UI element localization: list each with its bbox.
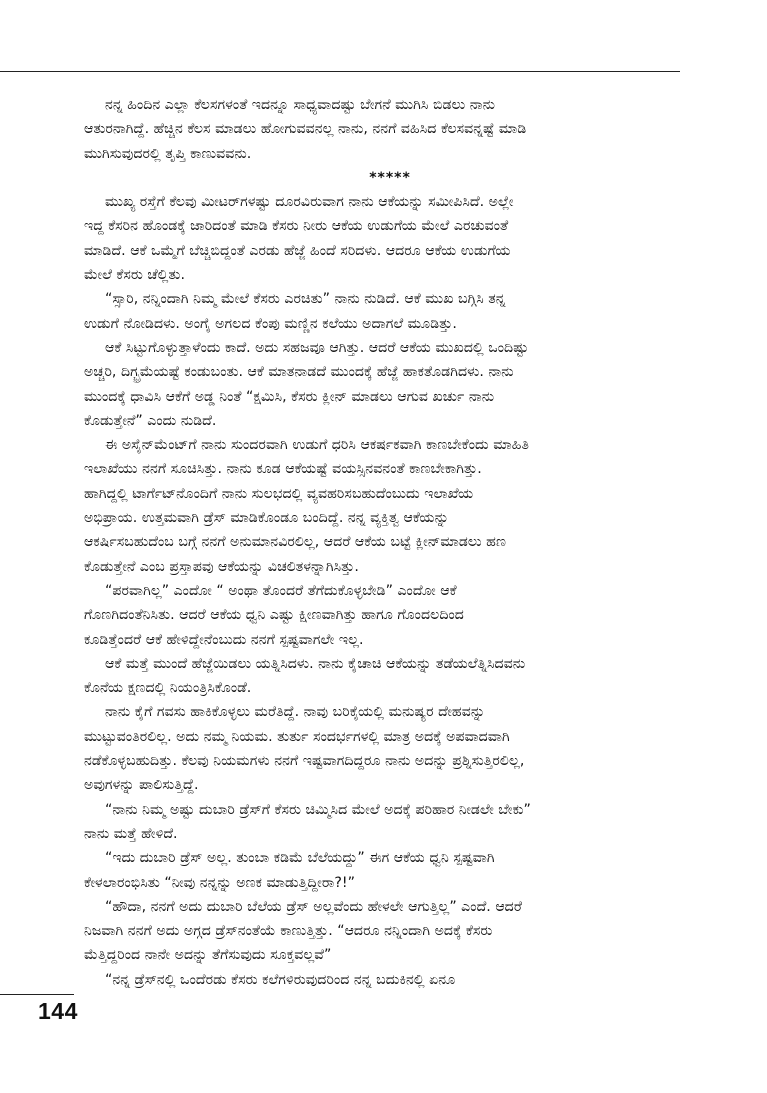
bottom-rule xyxy=(0,994,74,995)
text-line: ಇದ್ದ ಕೆಸರಿನ ಹೊಂಡಕ್ಕೆ ಜಾರಿದಂತೆ ಮಾಡಿ ಕೆಸರು ನೀರು ಆಕೆಯ ಉಡುಗೆಯ ಮೇಲೆ ಎರಚುವಂತೆ xyxy=(84,218,509,235)
text-line: “ಇದು ದುಬಾರಿ ಡ್ರೆಸ್ ಅಲ್ಲ. ತುಂಬಾ ಕಡಿಮೆ ಬೆಲೆಯದ್ದು” ಈಗ ಆಕೆಯ ಧ್ವನಿ ಸ್ಪಷ್ಟವಾಗಿ xyxy=(105,850,495,867)
text-line: ಕೇಳಲಾರಂಭಿಸಿತು “ನೀವು ನನ್ನನ್ನು ಅಣಕ ಮಾಡುತ್ತಿದ್ದೀರಾ?!” xyxy=(84,874,355,891)
text-line: ಆಕೆ ಮತ್ತೆ ಮುಂದೆ ಹೆಜ್ಜೆಯಿಡಲು ಯತ್ನಿಸಿದಳು. ನಾನು ಕೈಚಾಚಿ ಆಕೆಯನ್ನು ತಡೆಯಲೆತ್ನಿಸಿದವನು xyxy=(105,655,526,672)
text-line: ಅವುಗಳನ್ನು ಪಾಲಿಸುತ್ತಿದ್ದೆ. xyxy=(84,777,199,794)
text-line: ಆತುರನಾಗಿದ್ದೆ. ಹೆಚ್ಚಿನ ಕೆಲಸ ಮಾಡಲು ಹೋಗುವವನಲ್ಲ ನಾನು, ನನಗೆ ವಹಿಸಿದ ಕೆಲಸವನ್ನಷ್ಟೆ ಮಾಡಿ xyxy=(84,121,527,138)
text-line: “ಪರವಾಗಿಲ್ಲ” ಎಂದೋ “ ಅಂಥಾ ತೊಂದರೆ ತೆಗೆದುಕೊಳ್ಳಬೇಡಿ” ಎಂದೋ ಆಕೆ xyxy=(105,582,457,599)
text-line: ಮಾಡಿದೆ. ಆಕೆ ಒಮ್ಮೆಗೆ ಬೆಚ್ಚಿಬಿದ್ದಂತೆ ಎರಡು ಹೆಜ್ಜೆ ಹಿಂದೆ ಸರಿದಳು. ಆದರೂ ಆಕೆಯ ಉಡುಗೆಯ xyxy=(84,242,511,259)
text-line: ಮುಖ್ಯ ರಸ್ತೆಗೆ ಕೆಲವು ಮೀಟರ್‌ಗಳಷ್ಟು ದೂರವಿರುವಾಗ ನಾನು ಆಕೆಯನ್ನು ಸಮೀಪಿಸಿದೆ. ಅಲ್ಲೇ xyxy=(105,194,514,211)
text-line: ಕೊಡುತ್ತೇನೆ ಎಂಬ ಪ್ರಸ್ತಾಪವು ಆಕೆಯನ್ನು ವಿಚಲಿತಳನ್ನಾಗಿಸಿತ್ತು. xyxy=(84,558,359,575)
text-line: ಮೇಲೆ ಕೆಸರು ಚೆಲ್ಲಿತು. xyxy=(84,267,185,284)
text-line: ಮುಟ್ಟುವಂತಿರಲಿಲ್ಲ. ಅದು ನಮ್ಮ ನಿಯಮ. ತುರ್ತು ಸಂದರ್ಭಗಳಲ್ಲಿ ಮಾತ್ರ ಅದಕ್ಕೆ ಅಪವಾದವಾಗಿ xyxy=(84,728,510,745)
text-line: ನಾನು ಕೈಗೆ ಗವಸು ಹಾಕಿಕೊಳ್ಳಲು ಮರೆತಿದ್ದೆ. ನಾವು ಬರಿಕೈಯಲ್ಲಿ ಮನುಷ್ಯರ ದೇಹವನ್ನು xyxy=(105,704,486,721)
text-line: “ಹೌದಾ, ನನಗೆ ಅದು ದುಬಾರಿ ಬೆಲೆಯ ಡ್ರೆಸ್ ಅಲ್ಲವೆಂದು ಹೇಳಲೇ ಆಗುತ್ತಿಲ್ಲ” ಎಂದೆ. ಆದರೆ xyxy=(105,898,522,915)
text-line: “ನನ್ನ ಡ್ರೆಸ್‌ನಲ್ಲಿ ಒಂದೆರಡು ಕೆಸರು ಕಲೆಗಳಿರುವುದರಿಂದ ನನ್ನ ಬದುಕಿನಲ್ಲಿ ಏನೂ xyxy=(105,971,456,988)
section-separator: ***** xyxy=(369,169,411,186)
text-line: ನಡೆಕೊಳ್ಳಬಹುದಿತ್ತು. ಕೆಲವು ನಿಯಮಗಳು ನನಗೆ ಇಷ್ಟವಾಗದಿದ್ದರೂ ನಾನು ಅದನ್ನು ಪ್ರಶ್ನಿಸುತ್ತಿರಲಿಲ್ಲ, xyxy=(84,753,525,770)
text-line: ಹಾಗಿದ್ದಲ್ಲಿ ಟಾರ್ಗೆಟ್‌ನೊಂದಿಗೆ ನಾನು ಸುಲಭದಲ್ಲಿ ವ್ಯವಹರಿಸಬಹುದೆಂಬುದು ಇಲಾಖೆಯ xyxy=(84,485,474,502)
text-line: ನಿಜವಾಗಿ ನನಗೆ ಅದು ಅಗ್ಗದ ಡ್ರೆಸ್‌ನಂತೆಯೆ ಕಾಣುತ್ತಿತ್ತು. “ಆದರೂ ನನ್ನಿಂದಾಗಿ ಅದಕ್ಕೆ ಕೆಸರು xyxy=(84,923,493,940)
top-rule xyxy=(0,71,680,72)
text-line: ಕೂಡಿತ್ತೆಂದರೆ ಆಕೆ ಹೇಳಿದ್ದೇನೆಂಬುದು ನನಗೆ ಸ್ಪಷ್ಟವಾಗಲೇ ಇಲ್ಲ. xyxy=(84,631,364,648)
page-number: 144 xyxy=(38,998,78,1024)
text-line: ಮುಗಿಸುವುದರಲ್ಲಿ ತೃಪ್ತಿ ಕಾಣುವವನು. xyxy=(84,145,252,162)
text-line: ಆಕೆ ಸಿಟ್ಟುಗೊಳ್ಳುತ್ತಾಳೆಂದು ಕಾದೆ. ಅದು ಸಹಜವೂ ಆಗಿತ್ತು. ಆದರೆ ಆಕೆಯ ಮುಖದಲ್ಲಿ ಒಂದಿಷ್ಟು xyxy=(105,339,529,356)
text-line: ಕೊನೆಯ ಕ್ಷಣದಲ್ಲಿ ನಿಯಂತ್ರಿಸಿಕೊಂಡೆ. xyxy=(84,680,252,697)
text-line: ಕೊಡುತ್ತೇನೆ” ಎಂದು ನುಡಿದೆ. xyxy=(84,412,217,429)
text-line: ಇಲಾಖೆಯು ನನಗೆ ಸೂಚಿಸಿತ್ತು. ನಾನು ಕೂಡ ಆಕೆಯಷ್ಟೆ ವಯಸ್ಸಿನವನಂತೆ ಕಾಣಬೇಕಾಗಿತ್ತು. xyxy=(84,461,482,478)
text-line: ಉಡುಗೆ ನೋಡಿದಳು. ಅಂಗೈ ಅಗಲದ ಕೆಂಪು ಮಣ್ಣಿನ ಕಲೆಯು ಅದಾಗಲೆ ಮೂಡಿತ್ತು. xyxy=(84,315,457,332)
text-line: ಅಚ್ಚರಿ, ದಿಗ್ಭ್ರಮೆಯಷ್ಟೆ ಕಂಡುಬಂತು. ಆಕೆ ಮಾತನಾಡದೆ ಮುಂದಕ್ಕೆ ಹೆಜ್ಜೆ ಹಾಕತೊಡಗಿದಳು. ನಾನು xyxy=(84,364,514,381)
text-line: ನಾನು ಮತ್ತೆ ಹೇಳಿದೆ. xyxy=(84,825,178,842)
text-line: “ನಾನು ನಿಮ್ಮ ಅಷ್ಟು ದುಬಾರಿ ಡ್ರೆಸ್‌ಗೆ ಕೆಸರು ಚಿಮ್ಮಿಸಿದ ಮೇಲೆ ಅದಕ್ಕೆ ಪರಿಹಾರ ನೀಡಲೇ ಬೇಕು” xyxy=(105,801,531,818)
text-line: ಈ ಅಸೈನ್‌ಮೆಂಟ್‌ಗೆ ನಾನು ಸುಂದರವಾಗಿ ಉಡುಗೆ ಧರಿಸಿ ಆಕರ್ಷಕವಾಗಿ ಕಾಣಬೇಕೆಂದು ಮಾಹಿತಿ xyxy=(105,437,529,454)
text-line: “ಸ್ಸಾರಿ, ನನ್ನಿಂದಾಗಿ ನಿಮ್ಮ ಮೇಲೆ ಕೆಸರು ಎರಚಿತು” ನಾನು ನುಡಿದೆ. ಆಕೆ ಮುಖ ಬಗ್ಗಿಸಿ ತನ್ನ xyxy=(105,291,506,308)
text-line: ಆಕರ್ಷಿಸಬಹುದೆಂಬ ಬಗ್ಗೆ ನನಗೆ ಅನುಮಾನವಿರಲಿಲ್ಲ, ಆದರೆ ಆಕೆಯ ಬಟ್ಟೆ ಕ್ಲೀನ್‌ಮಾಡಲು ಹಣ xyxy=(84,534,507,551)
page-body xyxy=(84,93,676,992)
text-line: ಅಭಿಪ್ರಾಯ. ಉತ್ತಮವಾಗಿ ಡ್ರೆಸ್ ಮಾಡಿಕೊಂಡೂ ಬಂದಿದ್ದೆ. ನನ್ನ ವ್ಯಕ್ತಿತ್ವ ಆಕೆಯನ್ನು xyxy=(84,510,449,527)
text-line: ಮುಂದಕ್ಕೆ ಧಾವಿಸಿ ಆಕೆಗೆ ಅಡ್ಡ ನಿಂತೆ “ಕ್ಷಮಿಸಿ, ಕೆಸರು ಕ್ಲೀನ್ ಮಾಡಲು ಆಗುವ ಖರ್ಚು ನಾನು xyxy=(84,388,495,405)
text-line: ಮೆತ್ತಿದ್ದರಿಂದ ನಾನೇ ಅದನ್ನು ತೆಗೆಸುವುದು ಸೂಕ್ತವಲ್ಲವೆ” xyxy=(84,947,332,964)
text-line: ನನ್ನ ಹಿಂದಿನ ಎಲ್ಲಾ ಕೆಲಸಗಳಂತೆ ಇದನ್ನೂ ಸಾಧ್ಯವಾದಷ್ಟು ಬೇಗನೆ ಮುಗಿಸಿ ಬಿಡಲು ನಾನು xyxy=(105,97,496,113)
text-line: ಗೊಣಗಿದಂತೆನಿಸಿತು. ಆದರೆ ಆಕೆಯ ಧ್ವನಿ ಎಷ್ಟು ಕ್ಷೀಣವಾಗಿತ್ತು ಹಾಗೂ ಗೊಂದಲದಿಂದ xyxy=(84,607,464,624)
